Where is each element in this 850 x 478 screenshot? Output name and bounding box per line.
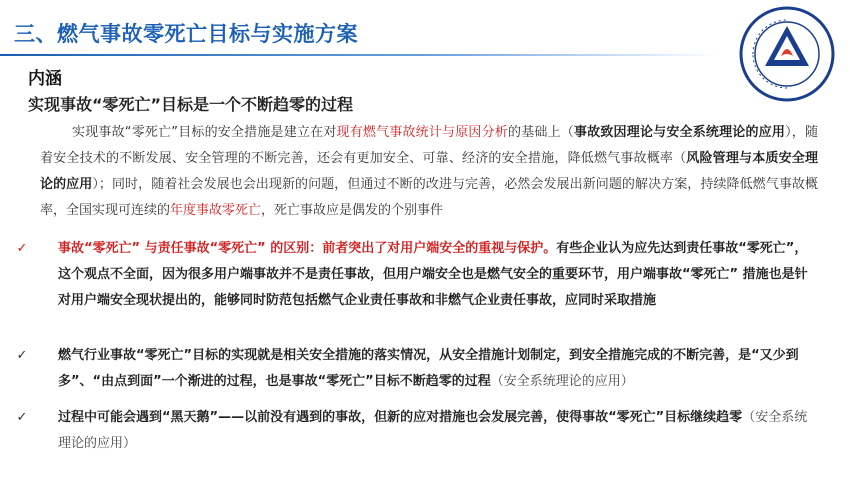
para-text-4: ）；同时，随着社会发展也会出现新的问题，但通过不断的改进与完善，必然会发展出新问题的解决方案，持续降低燃气事故概率，全国实现可连续的 — [40, 177, 818, 218]
para-bold-theory-1: 事故致因理论与安全系统理论的应用 — [573, 125, 786, 140]
title-underline — [0, 54, 720, 56]
bullet-bold-text: 燃气行业事故“零死亡”目标的实现就是相关安全措施的落实情况，从安全措施计划制定，到安全措施完成的不断完善，是“又少到多”、“由点到面”一个渐进的过程，也是事故“零死亡”目标不断趋零的过程 — [58, 348, 799, 389]
para-text-2: 的基础上（ — [508, 125, 574, 140]
para-highlight-zero-death: 年度事故零死亡 — [170, 203, 262, 218]
china-gas-association-logo — [737, 4, 837, 104]
check-icon: ✓ — [16, 348, 28, 363]
para-text-3: ），随着安全技术的不断发展、安全管理的不断完善，还会有更加安全、可靠、经济的安全措施，降低燃气事故概率（ — [40, 125, 818, 166]
intro-paragraph — [40, 120, 818, 224]
bullet-item — [14, 343, 814, 395]
para-highlight-statistics: 现有燃气事故统计与原因分析 — [336, 125, 509, 140]
bullet-note-text: （安全系统理论的应用） — [490, 374, 634, 389]
section-heading: 内涵 — [28, 69, 62, 89]
check-icon: ✓ — [16, 410, 28, 425]
bullet-red-text: 事故“零死亡” 与责任事故“零死亡” 的区别：前者突出了对用户端安全的重视与保护。 — [58, 241, 557, 256]
bullet-item — [14, 405, 814, 457]
bullet-note-text: （安全系统理论的应用） — [58, 410, 808, 451]
para-text-5: ，死亡事故应是偶发的个别事件 — [261, 203, 444, 218]
section-subheading: 实现事故“零死亡”目标是一个不断趋零的过程 — [28, 95, 354, 114]
page-title: 三、燃气事故零死亡目标与实施方案 — [14, 22, 358, 46]
bullet-bold-text: 有些企业认为应先达到责任事故“零死亡”，这个观点不全面，因为很多用户端事故并不是责任事故，但用户端安全也是燃气安全的重要环节，用户端事故“零死亡” 措施也是针对用户端安全现状提出的，能够同时防范包括燃气企业责任事故和非燃气企业责任事故，应同时采取措施 — [58, 241, 808, 308]
check-icon: ✓ — [16, 241, 28, 256]
bullet-item — [14, 236, 814, 314]
bullet-bold-text: 过程中可能会遇到“黑天鹅”——以前没有遇到的事故，但新的应对措施也会发展完善，使得事故“零死亡”目标继续趋零 — [58, 410, 743, 425]
para-bold-theory-2: 风险管理与本质安全理论的应用 — [40, 151, 818, 192]
para-text-1: 实现事故“零死亡”目标的安全措施是建立在对 — [72, 125, 337, 140]
